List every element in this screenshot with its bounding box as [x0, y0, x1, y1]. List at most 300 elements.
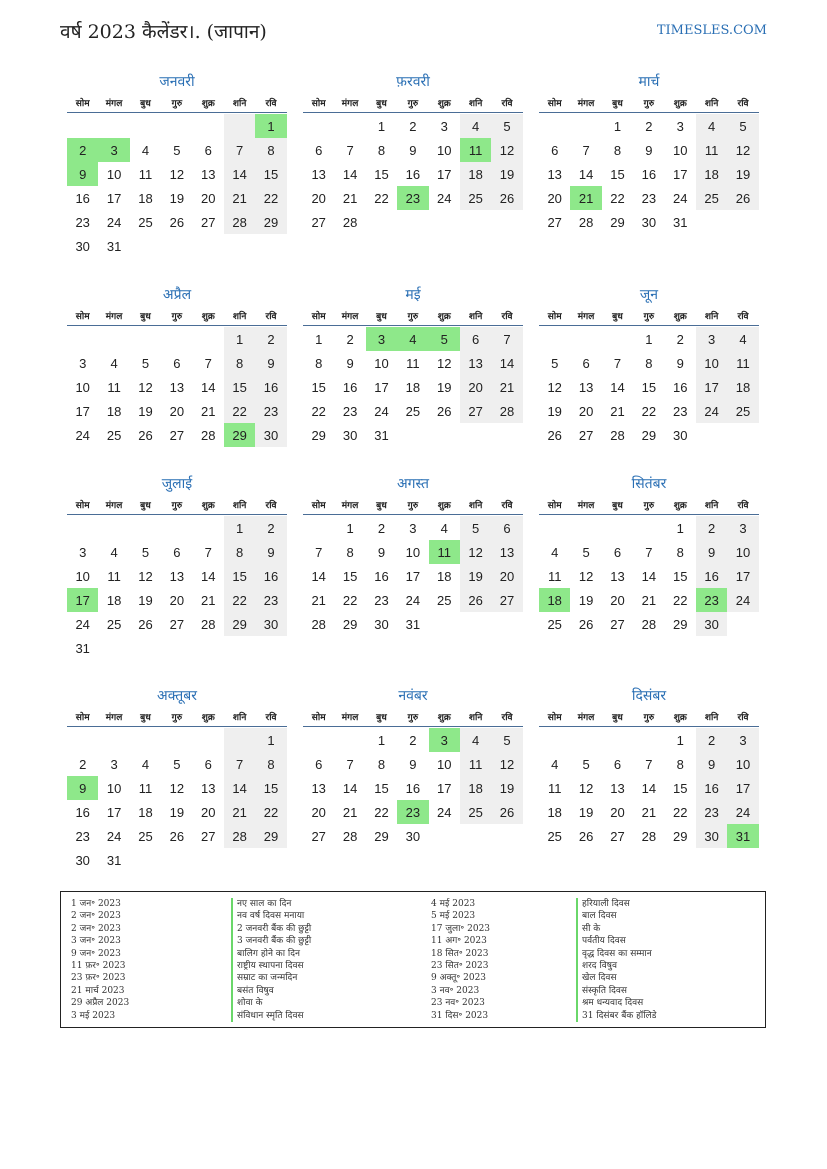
- day-cell: 6: [173, 355, 181, 371]
- empty-cell: [491, 824, 522, 848]
- weekday-label: गुरु: [643, 500, 655, 511]
- weekday-label: रवि: [737, 500, 749, 511]
- day-cell: 22: [641, 403, 657, 419]
- weekday-label: बुध: [612, 712, 623, 723]
- day-cell: 27: [610, 828, 625, 844]
- day-cell: 20: [610, 804, 625, 820]
- day-grid: [303, 516, 523, 636]
- day-cell: 26: [578, 828, 594, 844]
- day-cell: 11: [107, 568, 121, 584]
- day-cell: 20: [547, 190, 562, 206]
- weekday-label: बुध: [612, 311, 623, 322]
- empty-cell: [67, 114, 98, 138]
- day-cell: 4: [110, 544, 118, 560]
- weekday-label: बुध: [612, 98, 623, 109]
- empty-cell: [539, 327, 570, 351]
- legend-names-left: [231, 898, 311, 1022]
- day-cell: 30: [255, 423, 286, 447]
- day-cell: 25: [727, 399, 758, 423]
- weekday-label: शनि: [468, 311, 483, 322]
- day-cell: 15: [255, 776, 286, 800]
- empty-cell: [570, 327, 601, 351]
- day-cell: 27: [578, 427, 594, 443]
- day-cell: 31: [75, 640, 90, 656]
- day-cell: 2: [255, 327, 286, 351]
- day-cell: 14: [342, 166, 358, 182]
- day-cell: 5: [582, 756, 590, 772]
- weekday-label: बुध: [376, 98, 387, 109]
- day-cell: 25: [460, 186, 491, 210]
- weekday-label: बुध: [140, 712, 151, 723]
- empty-cell: [130, 848, 161, 872]
- day-grid: [67, 516, 287, 660]
- day-cell: 20: [201, 804, 216, 820]
- day-cell: 25: [696, 186, 727, 210]
- day-cell: 13: [201, 780, 216, 796]
- day-cell: 19: [169, 804, 185, 820]
- day-cell: 21: [224, 800, 255, 824]
- day-cell: 8: [224, 540, 255, 564]
- day-cell: 10: [727, 540, 758, 564]
- month-name: अप्रैल: [162, 287, 192, 303]
- legend-dates-left: [71, 898, 129, 1022]
- weekday-label: सोम: [75, 500, 90, 511]
- weekday-header: [539, 92, 759, 113]
- day-cell: 19: [578, 804, 594, 820]
- weekday-label: मंगल: [341, 712, 359, 723]
- holiday-name: शरद विषुव: [576, 960, 656, 972]
- day-cell: 23: [374, 592, 389, 608]
- day-cell: 20: [201, 190, 216, 206]
- day-cell: 5: [491, 728, 522, 752]
- day-cell: 2: [67, 138, 98, 162]
- day-cell: 4: [141, 756, 150, 772]
- month-name: अक्तूबर: [157, 688, 197, 704]
- day-cell: 21: [201, 592, 216, 608]
- day-cell: 28: [342, 828, 358, 844]
- day-cell: 23: [255, 399, 286, 423]
- empty-cell: [130, 728, 161, 752]
- day-cell: 28: [201, 427, 216, 443]
- weekday-label: गुरु: [643, 311, 655, 322]
- empty-cell: [161, 234, 192, 258]
- day-cell: 15: [311, 379, 326, 395]
- day-cell: 10: [437, 142, 452, 158]
- day-cell: 23: [397, 800, 428, 824]
- day-grid: [67, 114, 287, 258]
- holiday-name: श्रम धन्यवाद दिवस: [576, 997, 656, 1009]
- weekday-header: [303, 305, 523, 326]
- day-cell: 9: [409, 142, 417, 158]
- day-cell: 3: [727, 516, 758, 540]
- site-link[interactable]: TIMESLES.COM: [656, 23, 767, 38]
- empty-cell: [602, 728, 633, 752]
- day-cell: 29: [311, 427, 326, 443]
- weekday-header: [303, 92, 523, 113]
- day-cell: 21: [311, 592, 326, 608]
- month-name: अगस्त: [396, 476, 429, 492]
- day-cell: 9: [645, 142, 653, 158]
- day-cell: 11: [727, 351, 758, 375]
- day-cell: 25: [547, 828, 562, 844]
- day-cell: 7: [224, 752, 255, 776]
- day-cell: 8: [315, 355, 323, 371]
- weekday-label: सोम: [547, 500, 562, 511]
- holiday-date: 3 जन॰ 2023: [71, 936, 121, 947]
- day-cell: 2: [79, 756, 87, 772]
- day-cell: 8: [377, 756, 386, 772]
- day-cell: 14: [578, 166, 594, 182]
- holiday-date: 29 अप्रैल 2023: [71, 998, 130, 1009]
- day-cell: 16: [342, 379, 358, 395]
- day-cell: 8: [676, 544, 684, 560]
- empty-cell: [193, 848, 224, 872]
- weekday-label: मंगल: [105, 98, 123, 109]
- empty-cell: [303, 114, 334, 138]
- day-cell: 7: [224, 138, 255, 162]
- weekday-label: शुक्र: [673, 311, 687, 322]
- day-cell: 23: [75, 214, 90, 230]
- holiday-date: 3 मई 2023: [71, 1010, 116, 1021]
- day-cell: 10: [405, 544, 421, 560]
- day-grid: [303, 728, 523, 848]
- day-cell: 19: [547, 403, 562, 419]
- day-cell: 3: [79, 355, 87, 371]
- empty-cell: [193, 728, 224, 752]
- day-cell: 23: [397, 186, 428, 210]
- month-calendar: [67, 474, 287, 660]
- weekday-label: गुरु: [407, 500, 419, 511]
- day-cell: 1: [613, 118, 622, 134]
- day-cell: 6: [551, 142, 559, 158]
- day-cell: 7: [346, 756, 354, 772]
- day-cell: 7: [346, 142, 354, 158]
- month-calendar: [303, 72, 523, 234]
- month-name: सितंबर: [631, 476, 667, 492]
- holiday-date: 1 जन॰ 2023: [71, 899, 121, 909]
- day-cell: 26: [727, 186, 758, 210]
- day-cell: 12: [437, 355, 452, 371]
- day-cell: 8: [224, 351, 255, 375]
- holiday-name: सम्राट का जन्मदिन: [231, 972, 311, 984]
- empty-cell: [161, 728, 192, 752]
- day-cell: 24: [696, 399, 727, 423]
- day-cell: 5: [582, 544, 590, 560]
- day-cell: 13: [610, 568, 625, 584]
- day-cell: 28: [201, 616, 216, 632]
- day-cell: 8: [255, 752, 286, 776]
- weekday-label: शनि: [232, 500, 247, 511]
- day-cell: 19: [727, 162, 758, 186]
- day-cell: 20: [169, 403, 185, 419]
- holiday-date: 11 अग॰ 2023: [431, 936, 487, 947]
- day-cell: 24: [727, 588, 758, 612]
- day-cell: 30: [405, 828, 421, 844]
- empty-cell: [67, 327, 98, 351]
- day-cell: 3: [366, 327, 397, 351]
- weekday-label: शनि: [232, 311, 247, 322]
- day-cell: 18: [437, 568, 452, 584]
- weekday-label: गुरु: [171, 500, 183, 511]
- weekday-label: रवि: [501, 98, 513, 109]
- day-cell: 23: [696, 588, 727, 612]
- day-cell: 16: [696, 776, 727, 800]
- weekday-label: सोम: [311, 500, 326, 511]
- day-cell: 27: [169, 616, 185, 632]
- day-cell: 28: [641, 616, 657, 632]
- day-cell: 11: [429, 540, 460, 564]
- empty-cell: [130, 636, 161, 660]
- day-cell: 14: [224, 162, 255, 186]
- weekday-label: शुक्र: [437, 98, 451, 109]
- weekday-label: मंगल: [577, 712, 595, 723]
- holiday-name: बालिग होने का दिन: [231, 948, 311, 960]
- empty-cell: [255, 636, 286, 660]
- day-cell: 20: [311, 804, 326, 820]
- weekday-label: बुध: [140, 500, 151, 511]
- weekday-label: बुध: [376, 500, 387, 511]
- day-cell: 10: [727, 752, 758, 776]
- day-cell: 18: [106, 592, 122, 608]
- empty-cell: [193, 234, 224, 258]
- day-cell: 4: [551, 756, 559, 772]
- day-cell: 7: [204, 355, 212, 371]
- day-cell: 1: [676, 520, 684, 536]
- day-cell: 21: [201, 403, 216, 419]
- month-calendar: [539, 72, 759, 234]
- day-cell: 17: [106, 190, 122, 206]
- empty-cell: [334, 728, 365, 752]
- day-grid: [67, 728, 287, 872]
- legend-dates-right: [431, 898, 490, 1022]
- day-cell: 23: [255, 588, 286, 612]
- day-cell: 21: [641, 592, 657, 608]
- day-cell: 23: [641, 190, 657, 206]
- day-cell: 15: [224, 375, 255, 399]
- day-cell: 24: [106, 828, 122, 844]
- holiday-name: वृद्ध दिवस का सम्मान: [576, 948, 656, 960]
- day-cell: 29: [255, 210, 286, 234]
- weekday-label: गुरु: [171, 98, 183, 109]
- day-cell: 28: [610, 427, 625, 443]
- empty-cell: [130, 327, 161, 351]
- day-cell: 13: [491, 540, 522, 564]
- day-cell: 12: [727, 138, 758, 162]
- weekday-label: रवि: [501, 712, 513, 723]
- day-cell: 27: [547, 214, 562, 230]
- day-cell: 16: [75, 804, 90, 820]
- day-cell: 11: [460, 138, 491, 162]
- weekday-label: शनि: [704, 500, 719, 511]
- day-cell: 16: [405, 166, 421, 182]
- holiday-name: 31 दिसंबर बैंक हॉलिडे: [576, 1010, 656, 1022]
- weekday-label: गुरु: [407, 311, 419, 322]
- day-cell: 10: [75, 568, 90, 584]
- weekday-label: मंगल: [105, 311, 123, 322]
- weekday-label: शुक्र: [201, 311, 215, 322]
- day-cell: 26: [547, 427, 562, 443]
- day-cell: 31: [106, 238, 122, 254]
- empty-cell: [193, 114, 224, 138]
- empty-cell: [98, 114, 129, 138]
- day-cell: 11: [406, 355, 420, 371]
- holiday-date: 31 दिस॰ 2023: [431, 1010, 489, 1021]
- day-cell: 18: [727, 375, 758, 399]
- day-cell: 11: [547, 568, 562, 584]
- weekday-header: [539, 494, 759, 515]
- day-cell: 9: [67, 162, 98, 186]
- weekday-label: बुध: [140, 98, 151, 109]
- day-cell: 21: [342, 190, 358, 206]
- weekday-label: मंगल: [105, 500, 123, 511]
- day-cell: 16: [255, 564, 286, 588]
- day-cell: 13: [460, 351, 491, 375]
- day-cell: 11: [547, 780, 562, 796]
- weekday-label: मंगल: [105, 712, 123, 723]
- day-cell: 18: [405, 379, 421, 395]
- day-cell: 19: [138, 592, 153, 608]
- day-cell: 22: [374, 804, 389, 820]
- day-cell: 5: [551, 355, 559, 371]
- day-cell: 12: [138, 568, 153, 584]
- weekday-label: शनि: [468, 500, 483, 511]
- month-name: फ़रवरी: [396, 74, 430, 90]
- day-cell: 24: [106, 214, 122, 230]
- weekday-header: [539, 706, 759, 727]
- empty-cell: [224, 114, 255, 138]
- day-cell: 14: [641, 780, 657, 796]
- day-cell: 26: [460, 588, 491, 612]
- holiday-date: 2 जन॰ 2023: [71, 911, 121, 922]
- empty-cell: [602, 327, 633, 351]
- day-cell: 24: [437, 804, 452, 820]
- month-calendar: [539, 474, 759, 636]
- day-cell: 30: [75, 852, 90, 868]
- day-cell: 17: [405, 568, 421, 584]
- empty-cell: [696, 423, 727, 447]
- day-cell: 29: [255, 824, 286, 848]
- day-cell: 30: [641, 214, 657, 230]
- day-cell: 10: [374, 355, 389, 371]
- day-cell: 22: [342, 592, 358, 608]
- day-cell: 2: [255, 516, 286, 540]
- holiday-date: 17 जुला॰ 2023: [431, 923, 491, 934]
- weekday-label: गुरु: [643, 98, 655, 109]
- day-cell: 16: [255, 375, 286, 399]
- day-cell: 20: [578, 403, 594, 419]
- day-cell: 1: [676, 732, 684, 748]
- month-name: दिसंबर: [631, 688, 667, 704]
- day-cell: 1: [346, 520, 354, 536]
- weekday-label: शुक्र: [201, 712, 215, 723]
- day-cell: 15: [610, 166, 625, 182]
- day-cell: 27: [460, 399, 491, 423]
- day-cell: 25: [106, 616, 122, 632]
- day-cell: 17: [437, 166, 452, 182]
- day-cell: 13: [169, 568, 185, 584]
- day-cell: 5: [141, 355, 150, 371]
- day-cell: 22: [224, 399, 255, 423]
- weekday-label: सोम: [311, 311, 326, 322]
- weekday-label: सोम: [75, 311, 90, 322]
- day-cell: 24: [405, 592, 421, 608]
- day-cell: 1: [255, 114, 286, 138]
- day-grid: [539, 728, 759, 848]
- day-cell: 20: [491, 564, 522, 588]
- weekday-header: [67, 706, 287, 727]
- empty-cell: [397, 423, 428, 447]
- empty-cell: [429, 423, 460, 447]
- day-cell: 10: [75, 379, 90, 395]
- day-cell: 15: [673, 568, 688, 584]
- day-cell: 10: [673, 142, 688, 158]
- day-grid: [539, 114, 759, 234]
- day-cell: 30: [673, 427, 688, 443]
- weekday-label: मंगल: [577, 311, 595, 322]
- day-cell: 12: [460, 540, 491, 564]
- day-cell: 5: [173, 756, 181, 772]
- weekday-label: गुरु: [407, 98, 419, 109]
- empty-cell: [161, 114, 192, 138]
- day-cell: 12: [169, 166, 185, 182]
- month-calendar: [67, 686, 287, 872]
- day-cell: 2: [409, 732, 417, 748]
- weekday-label: शनि: [468, 98, 483, 109]
- day-cell: 7: [582, 142, 590, 158]
- holiday-name: संस्कृति दिवस: [576, 985, 656, 997]
- month-name: जनवरी: [159, 74, 195, 90]
- day-cell: 22: [673, 804, 688, 820]
- month-calendar: [303, 285, 523, 447]
- empty-cell: [429, 210, 460, 234]
- day-cell: 3: [429, 728, 460, 752]
- holiday-date: 3 नव॰ 2023: [431, 985, 480, 996]
- month-calendar: [539, 285, 759, 447]
- day-cell: 25: [138, 214, 153, 230]
- month-calendar: [67, 72, 287, 258]
- month-calendar: [67, 285, 287, 447]
- day-cell: 12: [547, 379, 562, 395]
- day-cell: 8: [676, 756, 684, 772]
- day-cell: 16: [75, 190, 90, 206]
- day-cell: 19: [437, 379, 452, 395]
- empty-cell: [224, 848, 255, 872]
- holiday-name: सी के: [576, 923, 656, 935]
- day-cell: 28: [342, 214, 358, 230]
- empty-cell: [161, 848, 192, 872]
- day-cell: 9: [255, 351, 286, 375]
- day-cell: 31: [374, 427, 389, 443]
- day-cell: 26: [138, 427, 153, 443]
- day-cell: 24: [75, 616, 90, 632]
- weekday-label: गुरु: [171, 311, 183, 322]
- day-cell: 28: [491, 399, 522, 423]
- day-cell: 14: [224, 776, 255, 800]
- weekday-header: [67, 494, 287, 515]
- holiday-date: 23 नव॰ 2023: [431, 998, 485, 1009]
- day-cell: 17: [696, 375, 727, 399]
- empty-cell: [98, 728, 129, 752]
- empty-cell: [460, 612, 491, 636]
- empty-cell: [67, 516, 98, 540]
- day-cell: 14: [311, 568, 326, 584]
- day-cell: 4: [110, 355, 118, 371]
- weekday-label: शनि: [232, 712, 247, 723]
- day-cell: 22: [673, 592, 688, 608]
- day-cell: 16: [374, 568, 389, 584]
- day-cell: 4: [696, 114, 727, 138]
- day-cell: 1: [255, 728, 286, 752]
